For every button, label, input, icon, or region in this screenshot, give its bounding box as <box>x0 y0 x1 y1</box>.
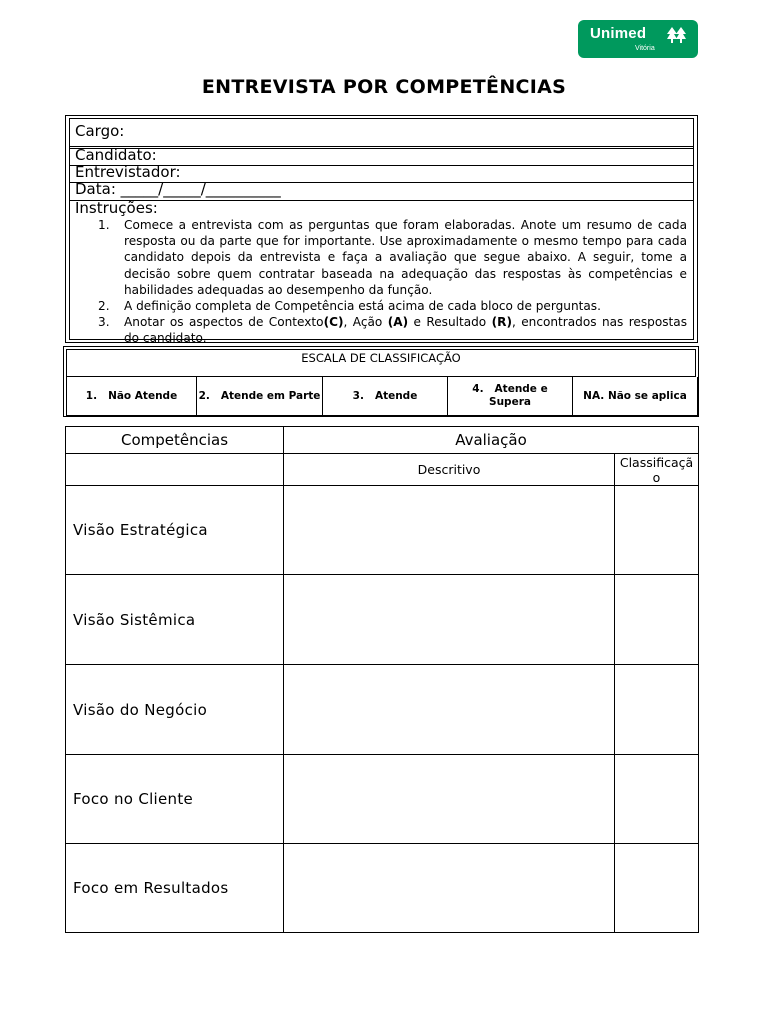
competencia-visao-estrategica: Visão Estratégica <box>66 486 284 575</box>
classificacao-input[interactable] <box>615 486 698 575</box>
cargo-label: Cargo: <box>75 122 125 140</box>
entrevistador-label: Entrevistador: <box>75 163 181 181</box>
competencia-visao-negocio: Visão do Negócio <box>66 665 284 755</box>
header-classificacao: Classificação <box>615 454 698 486</box>
candidato-label: Candidato: <box>75 146 157 164</box>
unimed-logo <box>578 20 698 58</box>
descritivo-input[interactable] <box>284 575 615 665</box>
unimed-tree-icon <box>666 26 688 44</box>
cargo-field[interactable] <box>70 119 693 147</box>
escala-item: NA. Não se aplica <box>573 377 698 416</box>
header-avaliacao: Avaliação <box>284 427 698 454</box>
escala-classificacao <box>63 346 699 417</box>
competencia-foco-resultados: Foco em Resultados <box>66 844 284 932</box>
classificacao-input[interactable] <box>615 844 698 932</box>
escala-title: ESCALA DE CLASSIFICAÇÃO <box>66 349 696 377</box>
data-label: Data: _____/_____/__________ <box>75 180 281 198</box>
classificacao-input[interactable] <box>615 575 698 665</box>
descritivo-input[interactable] <box>284 665 615 755</box>
escala-item: 4. Atende e Supera <box>448 377 573 416</box>
instructions-list <box>98 217 687 347</box>
escala-item: 3. Atende <box>323 377 448 416</box>
descritivo-input[interactable] <box>284 755 615 844</box>
instruction-item: 2. A definição completa de Competência está acima de cada bloco de perguntas. <box>98 299 601 314</box>
header-competencias: Competências <box>66 427 284 454</box>
page-title: ENTREVISTA POR COMPETÊNCIAS <box>201 76 567 98</box>
subheader-empty <box>66 454 284 486</box>
competencia-foco-cliente: Foco no Cliente <box>66 755 284 844</box>
data-field[interactable] <box>70 182 693 201</box>
instrucoes-label: Instruções: <box>75 199 158 217</box>
header-descritivo: Descritivo <box>284 454 615 486</box>
descritivo-input[interactable] <box>284 844 615 932</box>
instruction-item: 3. Anotar os aspectos de Contexto(C), Ação (A) e Resultado (R), encontrados nas respostas do candidato. <box>98 315 688 346</box>
logo-brand: Unimed <box>590 25 647 42</box>
escala-item: 2. Atende em Parte <box>197 377 323 416</box>
info-box <box>65 115 698 346</box>
avaliacao-table <box>65 426 699 933</box>
logo-subtitle: Vitória <box>635 45 655 52</box>
instruction-item: 1. Comece a entrevista com as perguntas que foram elaboradas. Anote um resumo de cada resposta ou da parte que for importante. Use aproximadamente o mesmo tempo para cada candidato depois da entrevista e faça a avaliação que segue abaixo. A seguir, tome a decisão sobre quem contratar baseada na adequação das respostas às competências e habilidades adequadas ao desempenho da função. <box>98 218 687 297</box>
descritivo-input[interactable] <box>284 486 615 575</box>
classificacao-input[interactable] <box>615 755 698 844</box>
classificacao-input[interactable] <box>615 665 698 755</box>
competencia-visao-sistemica: Visão Sistêmica <box>66 575 284 665</box>
escala-item: 1. Não Atende <box>66 377 197 416</box>
